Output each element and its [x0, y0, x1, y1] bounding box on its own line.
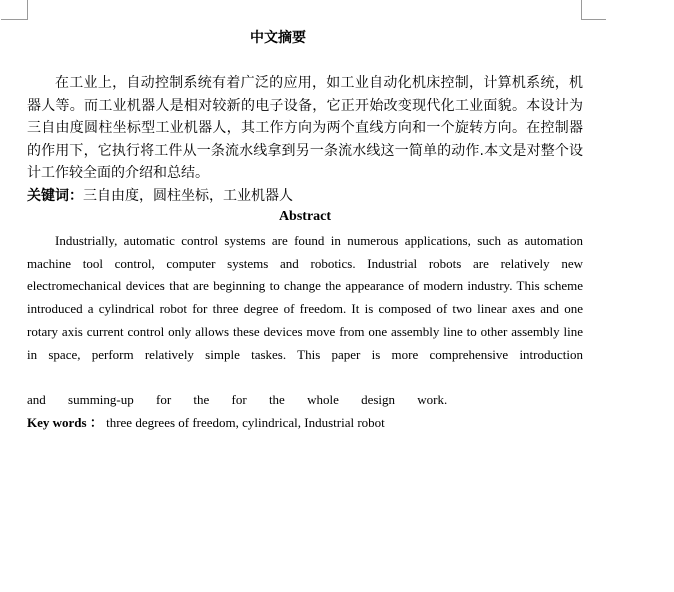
- english-keywords-label: Key words ：: [27, 415, 103, 430]
- chinese-keywords-text: 三自由度，圆柱坐标，工业机器人: [83, 188, 293, 204]
- english-abstract-title: Abstract: [278, 209, 332, 224]
- chinese-abstract-title: 中文摘要: [250, 30, 306, 46]
- chinese-abstract-body: 在工业上，自动控制系统有着广泛的应用，如工业自动化机床控制，计算机系统，机器人等。而工业机器人是相对较新的电子设备，它正开始改变现代化工业面貌。本设计为三自由度圆柱坐标型工业机器人，其工作方向为两个直线方向和一个旋转方向。在控制器的作用下，它执行将工件从一条流水线拿到另一条流水线这一简单的动作.本文是对整个设计工作较全面的介绍和总结。: [27, 75, 583, 181]
- page-corner-mark-right: [581, 0, 582, 20]
- english-abstract-body: Industrially, automatic control systems are found in numerous applications, such as automation machine tool control, computer systems and robotics. Industrial robots are relatively new electromechanical devices that are beginning to change the appearance of modern industry. This scheme introduced a cylindrical robot for three degree of freedom. It is composed of two linear axes and one rotary axis current control only allows these devices move from one assembly line to other assembly line in space, perform relatively simple taskes. This paper is more comprehensive introduction: [27, 233, 583, 362]
- english-abstract-last-line: and summing-up for the for the whole design work.: [27, 392, 448, 407]
- chinese-keywords-label: 关键词：: [27, 188, 83, 204]
- english-keywords-text: three degrees of freedom, cylindrical, Industrial robot: [106, 415, 385, 430]
- english-keywords: [27, 412, 583, 434]
- chinese-keywords: [27, 185, 583, 207]
- page-corner-mark-left: [27, 0, 28, 20]
